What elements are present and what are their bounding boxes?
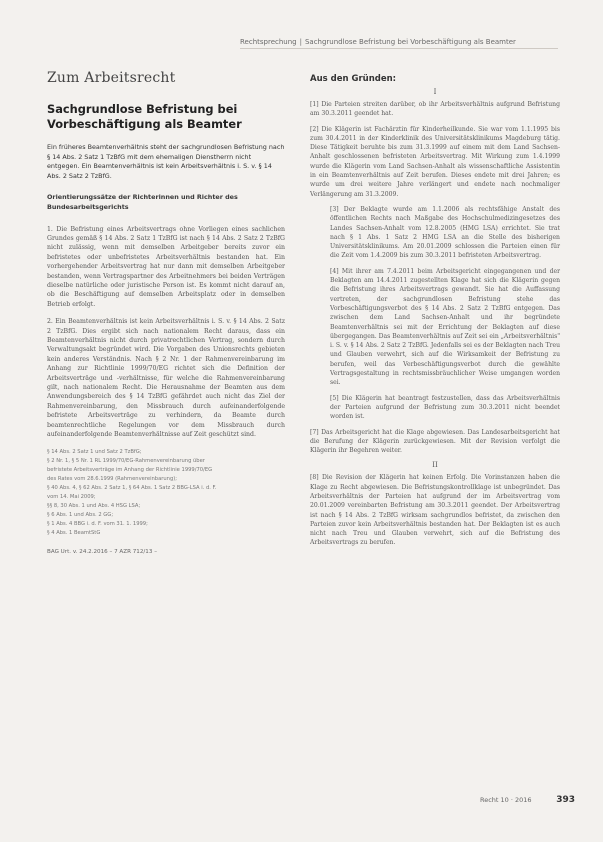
statute-line: § 40 Abs. 4, § 62 Abs. 2 Satz 1, § 64 Abs. 1 Satz 2 BBG-LSA i. d. F.	[47, 484, 217, 491]
lead-paragraph: Ein früheres Beamtenverhältnis steht der sachgrundlosen Befristung nach § 14 Abs. 2 Satz 1 TzBfG mit dem ehemaligen Dienstherrn nicht entgegen. Ein Beamtenverhältnis ist kein Arbeitsverhältnis i. S. v. § 14 Abs. 2 Satz 2 TzBfG.	[47, 143, 285, 180]
statute-line: §§ 8, 30 Abs. 1 und Abs. 4 HSG LSA;	[47, 502, 141, 509]
left-column	[47, 70, 285, 555]
header-separator: |	[299, 38, 302, 46]
page-footer	[480, 795, 575, 805]
paragraph-5: [5] Die Klägerin hat beantragt festzustellen, dass das Arbeitsverhältnis der Parteien aufgrund der Befristung zum 30.3.2011 nicht beendet worden ist.	[330, 394, 560, 421]
paragraph-1: [1] Die Parteien streiten darüber, ob ihr Arbeitsverhältnis aufgrund Befristung am 30.3.2011 geendet hat.	[310, 101, 560, 118]
journal-issue: Recht 10 · 2016	[480, 796, 532, 804]
statute-line: befristete Arbeitsverträge im Anhang der Richtlinie 1999/70/EG	[47, 466, 213, 473]
paragraph-8: [8] Die Revision der Klägerin hat keinen Erfolg. Die Vorinstanzen haben die Klage zu Recht abgewiesen. Die Befristungskontrollklage ist unbegründet. Das Arbeitsverhältnis der Parteien hat aufgrund der im Arbeitsvertrag vom 20.01.2009 vereinbarten Befristung am 30.3.2011 geendet. Der Arbeitsvertrag ist nach § 14 Abs. 2 TzBfG wirksam sachgrundlos befristet, da zwischen den Parteien zuvor kein Arbeitsverhältnis bestanden hat. Der Beklagten ist es auch nicht nach Treu und Glauben verwehrt, sich auf die Befristung des Arbeitsvertrags zu berufen.	[310, 474, 560, 547]
right-column	[310, 74, 560, 554]
header-section: Rechtsprechung	[240, 38, 297, 46]
statute-line: § 6 Abs. 1 und Abs. 2 GG;	[47, 511, 114, 518]
statute-line: § 4 Abs. 1 BeamtStG	[47, 529, 101, 536]
paragraph-4: [4] Mit ihrer am 7.4.2011 beim Arbeitsgericht eingegangenen und der Beklagten am 14.4.2011 zugestellten Klage hat sich die Klägerin gegen die Befristung ihres Arbeitsvertrags gewandt. Sie hat die Auffassung vertreten, der sachgrundlosen Befristung stehe das Vorbeschäftigungsverbot des § 14 Abs. 2 Satz 2 TzBfG entgegen. Das zwischen dem Land Sachsen-Anhalt und ihr begründete Beamtenverhältnis sei mit der Errichtung der Beklagten auf diese übergegangen. Das Beamtenverhältnis auf Zeit sei ein „Arbeitsverhältnis" i. S. v. § 14 Abs. 2 Satz 2 TzBfG. Jedenfalls sei es der Beklagten nach Treu und Glauben verwehrt, sich auf die Wirksamkeit der Befristung zu berufen, weil das Verbeschäftigungsverbot durch die gewählte Vertragsgestaltung in rechtsmissbräuchlicher Weise umgangen worden sei.	[330, 267, 560, 387]
statute-line: § 1 Abs. 4 BBG i. d. F. vom 31. 1. 1999;	[47, 520, 148, 527]
guiding-principle-1: 1. Die Befristung eines Arbeitsvertrags ohne Vorliegen eines sachlichen Grundes gemäß § 14 Abs. 2 Satz 1 TzBfG ist nach § 14 Abs. 2 Satz 2 TzBfG nicht zulässig, wenn mit demselben Arbeitgeber bereits zuvor ein befristetes oder unbefristetes Arbeitsverhältnis bestanden hat. Ein vorhergehender Arbeitsvertrag hat nur dann mit demselben Arbeitgeber bestanden, wenn Vertragspartner des Arbeitnehmers bei beiden Verträgen dieselbe natürliche oder juristische Person ist. Es kommt nicht darauf an, ob die Beschäftigung auf demselben Arbeitsplatz oder in demselben Betrieb erfolgt.	[47, 225, 285, 308]
header-rule	[240, 48, 558, 49]
paragraph-2: [2] Die Klägerin ist Fachärztin für Kinderheilkunde. Sie war vom 1.1.1995 bis zum 30.4.2011 in der Kinderklinik des Universitätsklinikums Magdeburg tätig. Diese Tätigkeit beruhte bis zum 31.3.1999 auf einem mit dem Land Sachsen-Anhalt geschlossenen befristeten Arbeitsvertrag. Mit Wirkung zum 1.4.1999 wurde die Klägerin vom Land Sachsen-Anhalt als wissenschaftliche Assistentin in ein Beamtenverhältnis auf Zeit berufen. Dieses endete mit drei Jahren; es wurde um drei weitere Jahre verlängert und endete nach nochmaliger Verlängerung am 31.3.2009.	[310, 125, 560, 198]
article-title: Sachgrundlose Befristung bei Vorbeschäftigung als Beamter	[47, 102, 242, 131]
statute-line: des Rates vom 28.6.1999 (Rahmenvereinbarung);	[47, 475, 178, 482]
case-citation: BAG Urt. v. 24.2.2016 – 7 AZR 712/13 –	[47, 548, 157, 555]
reasons-heading: Aus den Gründen:	[310, 74, 397, 84]
guiding-principle-2: 2. Ein Beamtenverhältnis ist kein Arbeitsverhältnis i. S. v. § 14 Abs. 2 Satz 2 TzBfG. Dies ergibt sich nach nationalem Recht daraus, dass ein Beamtenverhältnis nicht durch privatrechtlichen Vertrag, sondern durch Verwaltungsakt begründet wird. Die Vorgaben des Unionsrechts gebieten kein anderes Verständnis. Nach § 2 Nr. 1 der Rahmenvereinbarung im Anhang zur Richtlinie 1999/70/EG richtet sich die Definition der Arbeitsverträge und -verhältnisse, für welche die Rahmenvereinbarung gilt, nach nationalem Recht. Die Herausnahme der Beamten aus dem Anwendungsbereich des § 14 TzBfG gefährdet auch nicht das Ziel der Rahmenvereinbarung, den Missbrauch durch aufeinanderfolgende befristete Arbeitsverträge zu verhindern, da Beamte durch beamtenrechtliche Regelungen vor dem Missbrauch durch aufeinanderfolgende Beamtenverhältnisse auf Zeit geschützt sind.	[47, 318, 285, 439]
statute-line: § 14 Abs. 2 Satz 1 und Satz 2 TzBfG;	[47, 448, 142, 455]
section-number-1: I	[433, 88, 437, 96]
section-title: Zum Arbeitsrecht	[47, 70, 176, 86]
paragraph-7: [7] Das Arbeitsgericht hat die Klage abgewiesen. Das Landesarbeitsgericht hat die Berufung der Klägerin zurückgewiesen. Mit der Revision verfolgt die Klägerin ihr Begehren weiter.	[310, 428, 560, 455]
page-number: 393	[556, 795, 575, 805]
header-title: Sachgrundlose Befristung bei Vorbeschäftigung als Beamter	[304, 38, 516, 46]
lead-heading: Orientierungssätze der Richterinnen und Richter des Bundesarbeitsgerichts	[47, 193, 238, 211]
running-header	[240, 38, 558, 46]
paragraph-3: [3] Der Beklagte wurde am 1.1.2006 als rechtsfähige Anstalt des öffentlichen Rechts nach Maßgabe des Hochschulmedizingesetzes des Landes Sachsen-Anhalt vom 12.8.2005 (HMG LSA) errichtet. Sie trat nach § 1 Abs. 1 Satz 2 HMG LSA an die Stelle des bisherigen Universitätsklinikums. Am 20.01.2009 schlossen die Parteien einen für die Zeit vom 1.4.2009 bis zum 30.3.2011 befristeten Arbeitsvertrag.	[330, 205, 560, 260]
statute-references	[47, 448, 285, 537]
section-number-2: II	[432, 461, 438, 470]
statute-line: § 2 Nr. 1, § 5 Nr. 1 RL 1999/70/EG-Rahmenvereinbarung über	[47, 457, 205, 464]
statute-line: vom 14. Mai 2009;	[47, 493, 96, 500]
